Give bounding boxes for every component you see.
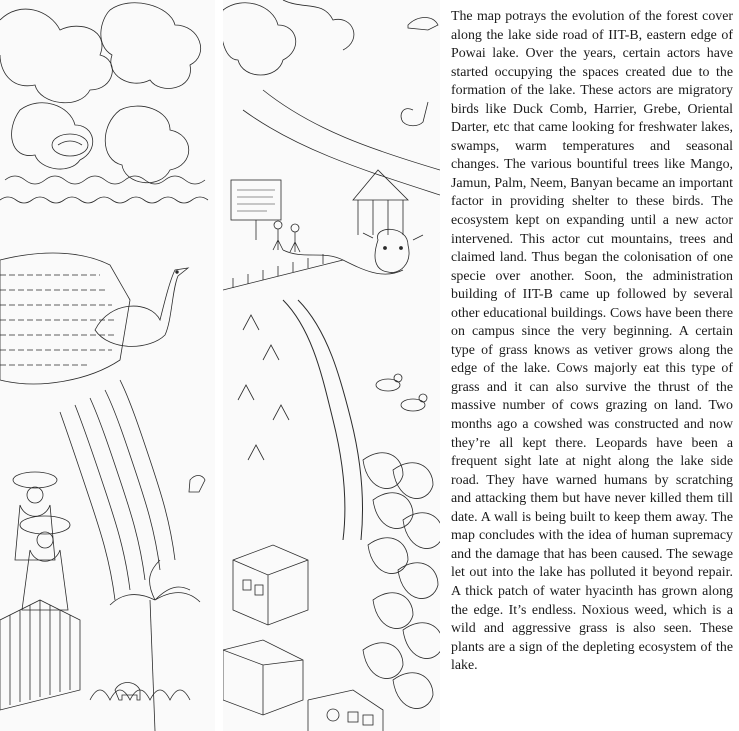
left-ink-drawing — [0, 0, 215, 731]
illustration-right — [223, 0, 440, 731]
tree-canopy — [0, 9, 112, 103]
cow-drawing — [375, 229, 409, 272]
lizard-drawing — [408, 18, 438, 31]
description-paragraph: The map potrays the evolution of the forest cover along the lake side road of IIT-B, eastern edge of Powai lake. Over the years, certain actors have started occupying the spaces created due to the formation of the lake. These actors are migratory birds like Duck Comb, Harrier, Grebe, Oriental Darter, etc that came looking for freshwater lakes, swamps, warm temperatures and seasonal changes. The various bountiful trees like Mango, Jamun, Palm, Neem, Banyan became an important factor in providing shelter to these birds. The ecosystem kept on expanding until a new actor intervened. This actor cut mountains, trees and claimed land. Thus began the colonisation of one specie over another. Soon, the administration building of IIT-B came up followed by several other educational buildings. Cows have been there on campus since the very beginning. A certain type of grass knows as vetiver grows along the edge of the lake. Cows majorly eat this type of grass and it can also survive the thrust of the massive number of cows grazing on land. Two months ago a cowshed was constructed and now they’re all kept there. Leopards have been a frequent sight late at night along the lake side road. They have warned humans by scratching and attacking them but have never killed them till date. A wall is being built to keep them away. The map concludes with the idea of human supremacy and the damage that has been caused. The sewage let out into the lake has polluted it beyond repair. A thick patch of water hyacinth has grown along the edge. It’s endless. Noxious weed, which is a wild and aggressive grass is also seen. These plants are a sign of the depleting ecosystem of the lake. — [451, 9, 733, 674]
tree-canopy — [101, 3, 201, 89]
illustration-left — [0, 0, 215, 731]
right-ink-drawing — [223, 0, 440, 731]
description-column — [451, 8, 733, 676]
